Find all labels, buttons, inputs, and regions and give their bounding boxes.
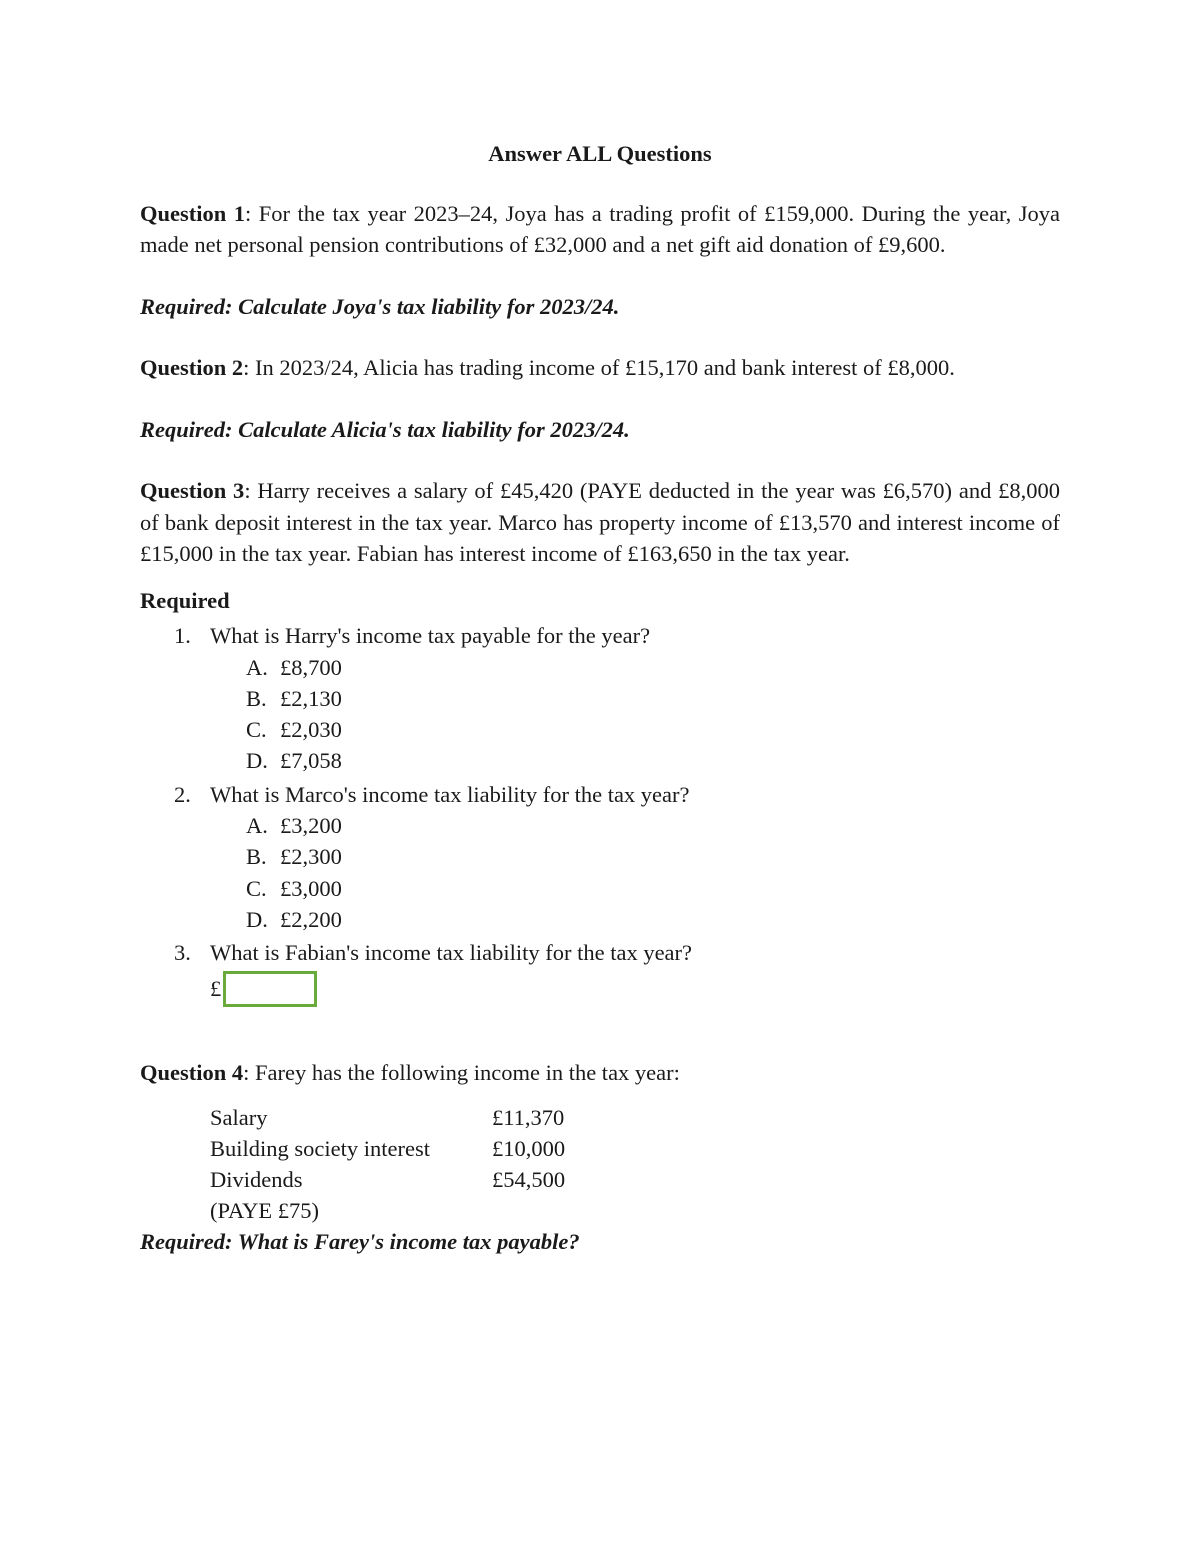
question-3-subquestions-3 xyxy=(140,937,1060,969)
income-amount: £10,000 xyxy=(492,1136,566,1162)
question-1-body xyxy=(140,198,1060,261)
question-4-text: : Farey has the following income in the tax year: xyxy=(243,1059,680,1085)
income-label: Dividends xyxy=(210,1167,303,1193)
income-amount: £11,370 xyxy=(492,1105,565,1131)
income-amount: £54,500 xyxy=(492,1167,566,1193)
option-letter: A. xyxy=(246,654,268,680)
question-4-label: Question 4 xyxy=(140,1059,244,1085)
option-letter: B. xyxy=(246,844,267,870)
option-value: £2,300 xyxy=(280,844,342,870)
subquestion-2-options xyxy=(140,810,1060,935)
option-a[interactable] xyxy=(140,652,1060,683)
table-row xyxy=(210,1102,565,1133)
option-d[interactable] xyxy=(140,904,1060,935)
subquestion-2 xyxy=(140,779,1060,811)
option-value: £3,000 xyxy=(280,875,342,901)
option-value: £3,200 xyxy=(280,813,342,839)
question-3-text: : Harry receives a salary of £45,420 (PAYE deducted in the year was £6,570) and £8,000 of bank deposit interest in the tax year. Marco has property income of £13,570 and interest income of £15,000 in the tax year. Fabian has interest income of £163,650 in the tax year. xyxy=(140,478,1060,566)
option-value: £2,130 xyxy=(280,685,342,711)
income-label: Salary xyxy=(210,1105,268,1131)
option-letter: D. xyxy=(246,907,268,933)
subquestion-number: 3. xyxy=(174,940,191,966)
option-b[interactable] xyxy=(140,683,1060,714)
question-1-required: Required: Calculate Joya's tax liability for 2023/24. xyxy=(140,293,620,319)
question-2-required: Required: Calculate Alicia's tax liability for 2023/24. xyxy=(140,416,630,442)
table-row xyxy=(210,1195,565,1226)
fabian-answer-row xyxy=(140,969,1060,1009)
subquestion-1-options xyxy=(140,652,1060,777)
question-2-text: : In 2023/24, Alicia has trading income of £15,170 and bank interest of £8,000. xyxy=(243,355,955,380)
option-letter: C. xyxy=(246,717,267,743)
subquestion-number: 1. xyxy=(174,623,191,648)
option-value: £2,030 xyxy=(280,717,342,743)
question-1-label: Question 1 xyxy=(140,200,246,226)
option-value: £2,200 xyxy=(280,907,342,933)
empty-cell xyxy=(492,1195,565,1226)
option-a[interactable] xyxy=(140,810,1060,841)
question-3-subquestions-2 xyxy=(140,779,1060,811)
subquestion-text: What is Marco's income tax liability for the tax year? xyxy=(210,781,690,807)
paye-note: (PAYE £75) xyxy=(210,1198,319,1224)
income-label: Building society interest xyxy=(210,1136,430,1162)
question-2-label: Question 2 xyxy=(140,355,244,380)
fabian-answer-input[interactable] xyxy=(223,971,317,1007)
option-letter: A. xyxy=(246,813,268,839)
question-1-text: : For the tax year 2023–24, Joya has a trading profit of £159,000. During the year, Joya made net personal pension contributions of £32,000 and a net gift aid donation of £9,600. xyxy=(140,200,1061,257)
question-3-subquestions xyxy=(140,620,1060,652)
subquestion-3 xyxy=(140,937,1060,969)
subquestion-text: What is Harry's income tax payable for the year? xyxy=(210,623,651,648)
question-3-label: Question 3 xyxy=(140,478,245,503)
table-row xyxy=(210,1164,565,1195)
currency-prefix: £ xyxy=(210,976,222,1002)
option-value: £7,058 xyxy=(280,748,342,774)
option-letter: D. xyxy=(246,748,268,774)
document-page xyxy=(140,138,1060,1288)
option-value: £8,700 xyxy=(280,654,342,680)
subquestion-text: What is Fabian's income tax liability for the tax year? xyxy=(210,940,693,966)
question-3-required-heading: Required xyxy=(140,587,230,613)
page-title: Answer ALL Questions xyxy=(488,141,712,166)
option-c[interactable] xyxy=(140,714,1060,745)
income-table xyxy=(210,1102,565,1226)
subquestion-number: 2. xyxy=(174,781,191,807)
option-letter: B. xyxy=(246,685,267,711)
question-2-body xyxy=(140,352,1060,384)
table-row xyxy=(210,1133,565,1164)
option-b[interactable] xyxy=(140,841,1060,872)
question-3-body xyxy=(140,475,1060,570)
option-letter: C. xyxy=(246,875,267,901)
subquestion-1 xyxy=(140,620,1060,652)
question-4-body xyxy=(140,1057,1060,1089)
option-c[interactable] xyxy=(140,873,1060,904)
option-d[interactable] xyxy=(140,745,1060,776)
question-4-required: Required: What is Farey's income tax payable? xyxy=(140,1229,580,1255)
